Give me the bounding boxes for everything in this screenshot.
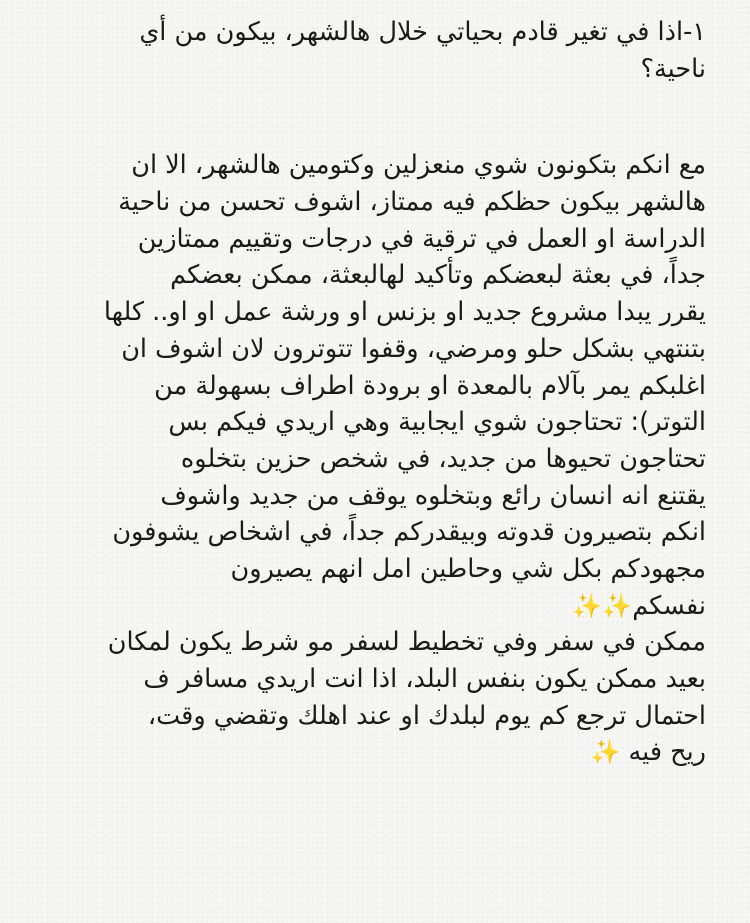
body-line-16: احتمال ترجع كم يوم لبلدك او عند اهلك وتقضي وقت،	[147, 700, 706, 731]
body-line-7: اغلبكم يمر بآلام بالمعدة او برودة اطراف بسهولة من	[154, 370, 706, 401]
body-line-8: التوتر): تحتاجون شوي ايجابية وهي اريدي فيكم بس	[168, 407, 706, 438]
body-line-15: بعيد ممكن يكون بنفس البلد، اذا انت اريدي مسافر ف	[143, 664, 706, 694]
body-line-13	[20, 588, 706, 625]
sparkles-emoji: ✨✨	[572, 591, 633, 620]
body-line-9: تحتاجون تحيوها من جديد، في شخص حزين بتخلوه	[180, 443, 706, 474]
body-line-13-text: نفسكم	[632, 590, 706, 621]
body-line-14: ممكن في سفر وفي تخطيط لسفر مو شرط يكون لمكان	[107, 627, 706, 658]
body-line-10: يقتنع انه انسان رائع وبتخلوه يوقف من جديد واشوف	[160, 480, 706, 511]
body-line-4: جداً، في بعثة لبعضكم وتأكيد لهالبعثة، ممكن بعضكم	[170, 260, 706, 291]
body-line-1: مع انكم بتكونون شوي منعزلين وكتومين هالشهر، الا ان	[131, 150, 706, 181]
body-line-5: يقرر يبدا مشروع جديد او بزنس او ورشة عمل او او.. كلها	[103, 297, 706, 328]
heading-line-1: ١-اذا في تغير قادم بحياتي خلال هالشهر، بيكون من أي	[139, 17, 706, 47]
sparkle-emoji: ✨	[590, 738, 621, 767]
body-line-17-text: ريح فيه	[628, 737, 706, 768]
body-line-17	[20, 734, 706, 771]
body-line-3: الدراسة او العمل في ترقية في درجات وتقييم ممتازين	[137, 223, 706, 254]
body-line-6: بتنتهي بشكل حلو ومرضي، وقفوا تتوترون لان اشوف ان	[121, 333, 706, 364]
blank-spacer	[20, 87, 706, 147]
body-line-2: هالشهر بيكون حظكم فيه ممتاز، اشوف تحسن من ناحية	[118, 187, 706, 218]
body-line-12: مجهودكم بكل شي وحاطين امل انهم يصيرون	[230, 553, 706, 584]
body-line-11: انكم بتصيرون قدوته وبيقدركم جداً، في اشخاص يشوفون	[112, 517, 706, 548]
heading-line-2: ناحية؟	[640, 53, 706, 84]
